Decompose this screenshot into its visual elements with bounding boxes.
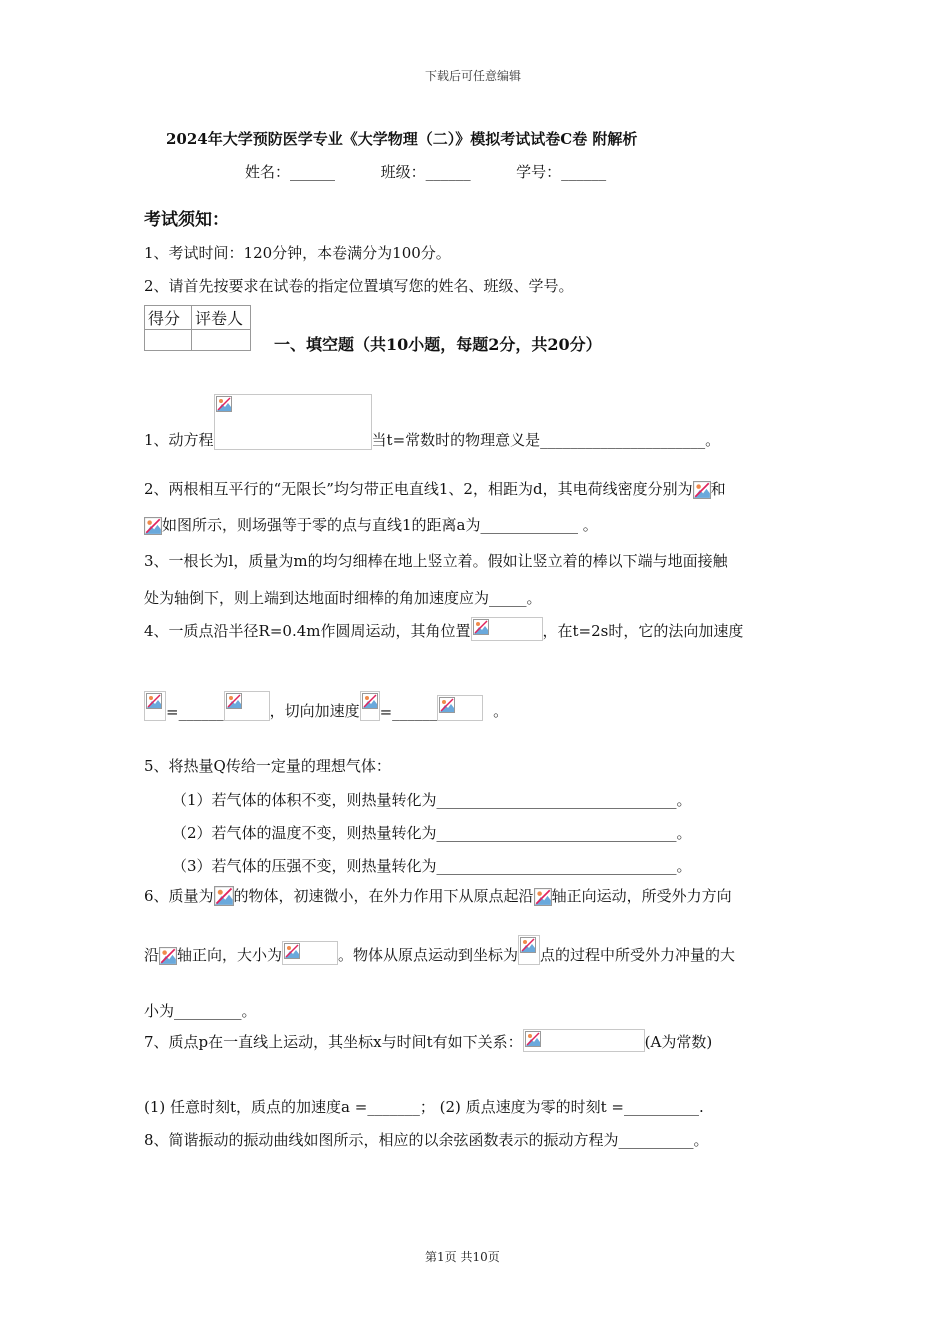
q4-text-2: ，在t=2s时，它的法向加速度 <box>542 622 744 640</box>
name-label: 姓名： <box>245 163 291 181</box>
formula-image <box>214 394 372 450</box>
question-5: 5、将热量Q传给一定量的理想气体： <box>144 757 391 775</box>
page-footer: 第1页 共10页 <box>425 1250 500 1264</box>
score-cell[interactable] <box>145 330 192 351</box>
class-label: 班级： <box>380 163 426 181</box>
broken-image-icon <box>214 886 234 906</box>
q7-text-2: (A为常数) <box>644 1033 713 1051</box>
formula-image <box>471 617 543 641</box>
formula-image <box>224 691 270 721</box>
notice-item: 1、考试时间：120分钟，本卷满分为100分。 <box>144 244 451 262</box>
id-blank[interactable]: ______ <box>561 163 607 181</box>
student-info <box>245 161 606 182</box>
broken-image-icon <box>473 619 489 635</box>
formula-image <box>437 695 483 721</box>
q1-text: 1、动方程 <box>144 431 214 449</box>
formula-image <box>282 941 338 965</box>
question-4 <box>144 617 743 641</box>
q5-item: （3）若气体的压强不变，则热量转化为________________________________。 <box>172 857 692 875</box>
q5-item: （2）若气体的温度不变，则热量转化为________________________________。 <box>172 824 692 842</box>
q6-text-7: 点的过程中所受外力冲量的大 <box>540 946 736 964</box>
formula-image <box>360 691 380 721</box>
question-3-cont: 处为轴倒下，则上端到达地面时细棒的角加速度应为_____。 <box>144 589 542 607</box>
question-3: 3、一根长为l，质量为m的均匀细棒在地上竖立着。假如让竖立着的棒以下端与地面接触 <box>144 552 728 570</box>
q6-text-6: 。物体从原点运动到坐标为 <box>338 946 519 964</box>
q4-blank-2: =______ <box>379 703 438 721</box>
question-7-cont: (1) 任意时刻t，质点的加速度a =_______； (2) 质点速度为零的时刻t =__________. <box>144 1098 704 1116</box>
question-4-cont <box>144 691 508 721</box>
question-8: 8、简谐振动的振动曲线如图所示，相应的以余弦函数表示的振动方程为__________。 <box>144 1131 709 1149</box>
q6-text-3: 轴正向运动，所受外力方向 <box>551 887 732 905</box>
q2-text-3: 如图所示，则场强等于零的点与直线1的距离a为_____________ 。 <box>162 516 598 534</box>
q1-text-2: 当t=常数时的物理意义是______________________。 <box>371 431 721 449</box>
id-label: 学号： <box>516 163 562 181</box>
score-header: 得分 <box>145 306 192 330</box>
broken-image-icon <box>693 481 711 499</box>
broken-image-icon <box>439 697 455 713</box>
class-blank[interactable]: ______ <box>425 163 471 181</box>
q4-blank-1: =______ <box>166 703 224 721</box>
question-6-cont <box>144 935 735 965</box>
formula-image <box>523 1029 645 1052</box>
broken-image-icon <box>226 693 242 709</box>
broken-image-icon <box>520 937 536 953</box>
q6-text-4: 沿 <box>144 946 160 964</box>
q2-text-2: 和 <box>710 480 726 498</box>
q4-text-3: ，切向加速度 <box>269 702 360 720</box>
question-6-end: 小为_________。 <box>144 1002 257 1020</box>
q5-item: （1）若气体的体积不变，则热量转化为________________________________。 <box>172 791 692 809</box>
broken-image-icon <box>216 396 232 412</box>
notice-heading: 考试须知： <box>144 210 229 230</box>
question-2 <box>144 478 726 499</box>
formula-image <box>518 935 540 965</box>
name-blank[interactable]: ______ <box>290 163 336 181</box>
q7-text: 7、质点p在一直线上运动，其坐标x与时间t有如下关系： <box>144 1033 523 1051</box>
grader-cell[interactable] <box>192 330 251 351</box>
q4-text-4: 。 <box>493 702 509 720</box>
broken-image-icon <box>525 1031 541 1047</box>
question-7 <box>144 1029 712 1052</box>
question-6 <box>144 885 732 906</box>
q4-text: 4、一质点沿半径R=0.4m作圆周运动，其角位置 <box>144 622 471 640</box>
broken-image-icon <box>144 517 162 535</box>
q6-text-5: 轴正向，大小为 <box>177 946 283 964</box>
header-note: 下载后可任意编辑 <box>425 69 522 83</box>
q2-text: 2、两根相互平行的“无限长”均匀带正电直线1、2，相距为d，其电荷线密度分别为 <box>144 480 693 498</box>
score-table <box>144 305 251 351</box>
broken-image-icon <box>159 947 177 965</box>
broken-image-icon <box>284 943 300 959</box>
broken-image-icon <box>534 888 552 906</box>
section-heading: 一、填空题（共10小题，每题2分，共20分） <box>274 335 602 354</box>
question-2-cont <box>144 514 598 535</box>
q6-text-2: 的物体，初速微小，在外力作用下从原点起沿 <box>233 887 534 905</box>
notice-item: 2、请首先按要求在试卷的指定位置填写您的姓名、班级、学号。 <box>144 277 574 295</box>
q6-text: 6、质量为 <box>144 887 214 905</box>
broken-image-icon <box>362 693 378 709</box>
grader-header: 评卷人 <box>192 306 251 330</box>
broken-image-icon <box>146 693 162 709</box>
formula-image <box>144 691 166 721</box>
question-1 <box>144 394 720 450</box>
page-title: 2024年大学预防医学专业《大学物理（二）》模拟考试试卷C卷 附解析 <box>166 130 638 148</box>
